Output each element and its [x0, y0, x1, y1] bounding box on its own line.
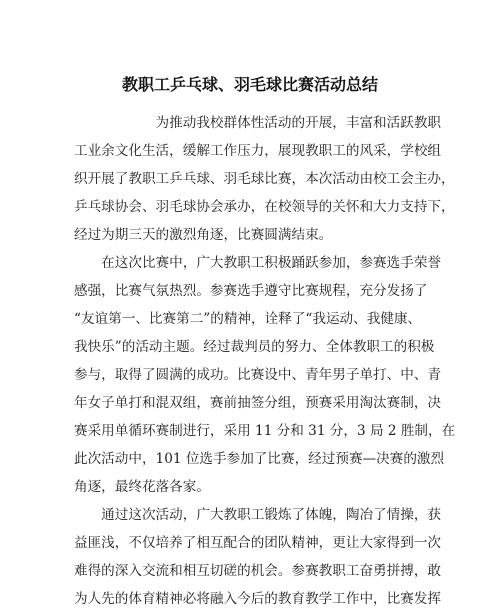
body-line: 通过这次活动，广大教职工锻炼了体魄，陶冶了情操，获 — [74, 507, 442, 523]
body-line: 益匪浅，不仅培养了相互配合的团队精神，更让大家得到一次 — [74, 535, 442, 551]
body-line: 年女子单打和混双组，赛前抽签分组，预赛采用淘汰赛制，决 — [74, 395, 442, 411]
body-line: 赛采用单循环赛制进行，采用 11 分和 31 分，3 局 2 胜制，在 — [74, 423, 456, 439]
body-line: 感强，比赛气氛热烈。参赛选手遵守比赛规程，充分发扬了 — [74, 283, 428, 299]
body-line: 在这次比赛中，广大教职工积极踊跃参加，参赛选手荣誉 — [74, 255, 442, 271]
body-line: 经过为期三天的激烈角逐，比赛圆满结束。 — [74, 227, 333, 243]
body-line: 此次活动中，101 位选手参加了比赛，经过预赛—决赛的激烈 — [74, 451, 445, 467]
body-line: 我快乐”的活动主题。经过裁判员的努力、全体教职工的积极 — [74, 339, 435, 355]
body-line: 难得的深入交流和相互切磋的机会。参赛教职工奋勇拼搏，敢 — [74, 563, 442, 579]
body-line: 角逐，最终花落各家。 — [74, 479, 210, 495]
document-title: 教职工乒乓球、羽毛球比赛活动总结 — [121, 75, 378, 94]
body-line: 乒乓球协会、羽毛球协会承办，在校领导的关怀和大力支持下， — [74, 199, 455, 215]
body-line: 为人先的体育精神必将融入今后的教育教学工作中，比赛发挥 — [74, 591, 442, 607]
body-line: 为推动我校群体性活动的开展，丰富和活跃教职 — [74, 115, 442, 131]
document-body — [74, 109, 456, 613]
body-line: 工业余文化生活，缓解工作压力，展现教职工的风采，学校组 — [74, 143, 442, 159]
body-line: 织开展了教职工乒乓球、羽毛球比赛，本次活动由校工会主办， — [74, 171, 455, 187]
body-line: 参与，取得了圆满的成功。比赛设中、青年男子单打、中、青 — [74, 367, 442, 383]
body-line: “友谊第一、比赛第二”的精神，诠释了“我运动、我健康、 — [74, 311, 422, 327]
